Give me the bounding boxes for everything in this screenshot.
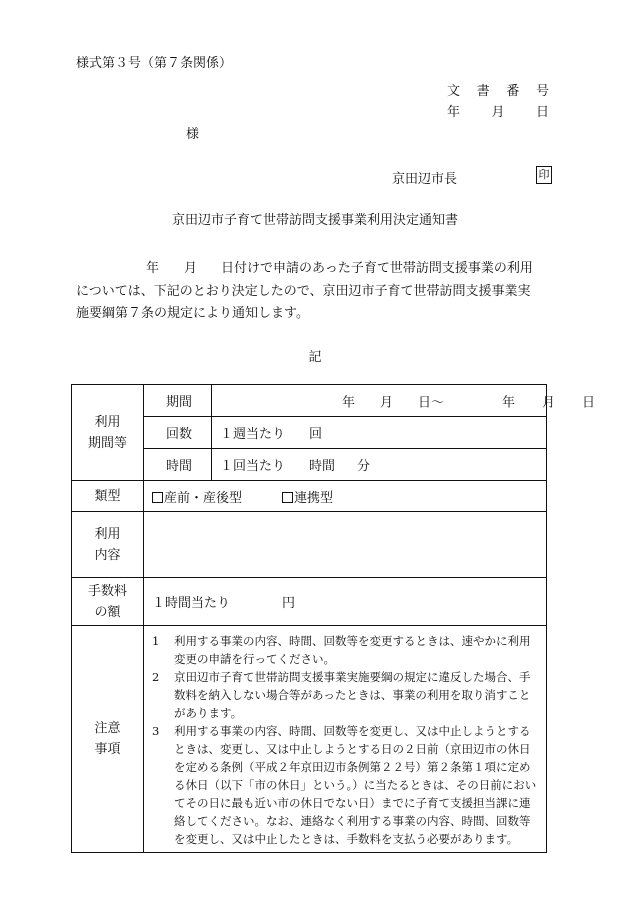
note-number: 3: [152, 724, 160, 738]
seal-mark: 印: [536, 166, 552, 184]
recipient-suffix: 様: [186, 127, 200, 142]
note-number: 2: [152, 670, 160, 684]
form-label: 様式第３号（第７条関係）: [76, 56, 233, 71]
usage-period-label: [72, 385, 144, 481]
type-options: [144, 481, 547, 512]
note-text: 京田辺市子育て世帯訪問支援事業実施要綱の規定に違反した場合、手数料を納入しない場合等があったときは、事業の利用を取り消すことがあります。: [174, 670, 531, 720]
fee-label: [72, 578, 144, 626]
period-to-month: 月: [542, 395, 556, 410]
time-hours: 時間: [309, 459, 336, 474]
date-month: 月: [491, 105, 505, 120]
time-prefix: １回当たり: [220, 459, 286, 474]
doc-no-char: 書: [476, 84, 490, 99]
date-day: 日: [535, 105, 549, 120]
note-item: [152, 722, 538, 848]
content-value[interactable]: [144, 512, 547, 578]
label-line: 手数料: [87, 583, 127, 599]
label-line: 事項: [94, 742, 121, 757]
body-month: 月: [184, 261, 198, 276]
note-item: [152, 632, 538, 668]
ki-heading: 記: [308, 350, 322, 365]
count-label: 回数: [144, 417, 212, 449]
issue-date: [447, 101, 549, 120]
notes-list: [144, 626, 547, 853]
doc-no-char: 号: [535, 84, 549, 99]
note-number: 1: [152, 634, 160, 648]
count-value: [212, 417, 547, 449]
period-value: [212, 385, 596, 417]
notes-label: [72, 626, 144, 853]
period-from-day: 日～: [418, 395, 445, 410]
document-title: 京田辺市子育て世帯訪問支援事業利用決定通知書: [171, 213, 458, 228]
type-option-label: 産前・産後型: [164, 490, 243, 506]
content-label: [72, 512, 144, 578]
note-item: [152, 668, 538, 722]
doc-no-char: 文: [447, 84, 461, 99]
count-prefix: １週当たり: [220, 427, 286, 442]
note-text: 利用する事業の内容、時間、回数等を変更し、又は中止しようとするときは、変更し、又は中止しようとする日の２日前（京田辺市の休日を定める条例（平成２年京田辺市条例第２２号）第２条第１項に定める休日（以下「市の休日」という。）に当たるときは、その日前においてその日に最も近い市の休日でない日）までに子育て支援担当課に連絡してください。なお、連絡なく利用する事業の内容、時間、回数等を変更し、又は中止したときは、手数料を支払う必要があります。: [174, 724, 537, 846]
period-label: 期間: [144, 385, 212, 417]
label-line: 内容: [94, 547, 121, 563]
checkbox-prenatal[interactable]: [152, 492, 163, 503]
note-text: 利用する事業の内容、時間、回数等を変更するときは、速やかに利用変更の申請を行ってください。: [174, 634, 531, 666]
body-line3: 施要綱第７条の規定により通知します。: [76, 306, 309, 321]
body-line1: 日付けで申請のあった子育て世帯訪問支援事業の利用: [221, 261, 533, 276]
label-line: 期間等: [87, 435, 127, 451]
period-from-month: 月: [380, 395, 394, 410]
body-line2: については、下記のとおり決定したので、京田辺市子育て世帯訪問支援事業実: [76, 283, 531, 299]
period-to-year: 年: [502, 395, 516, 410]
table-row: [72, 578, 547, 626]
time-label: 時間: [144, 449, 212, 481]
label-line: 利用: [94, 414, 121, 430]
table-row: [72, 512, 547, 578]
table-row: [72, 385, 547, 417]
document-number: [447, 80, 549, 99]
fee-prefix: １時間当たり: [152, 596, 231, 611]
label-line: 利用: [94, 526, 121, 542]
doc-no-char: 番: [506, 84, 520, 99]
type-label: 類型: [72, 481, 144, 512]
fee-unit: 円: [282, 596, 296, 611]
period-to-day: 日: [582, 395, 596, 410]
table-row: [72, 449, 547, 481]
label-line: 注意: [94, 721, 121, 736]
table-row: [72, 417, 547, 449]
checkbox-cooperation[interactable]: [282, 492, 293, 503]
body-year: 年: [146, 261, 160, 276]
date-year: 年: [447, 105, 461, 120]
notice-body: [76, 258, 554, 326]
table-row: [72, 481, 547, 512]
type-option-label: 連携型: [294, 490, 334, 506]
time-value: [212, 449, 547, 481]
decision-table: [71, 384, 596, 853]
count-unit: 回: [309, 427, 323, 442]
label-line: の額: [94, 604, 121, 620]
issuer: 京田辺市長: [392, 172, 458, 187]
fee-value: [144, 578, 547, 626]
table-row: [72, 626, 547, 853]
time-minutes: 分: [357, 459, 371, 474]
period-from-year: 年: [342, 395, 356, 410]
